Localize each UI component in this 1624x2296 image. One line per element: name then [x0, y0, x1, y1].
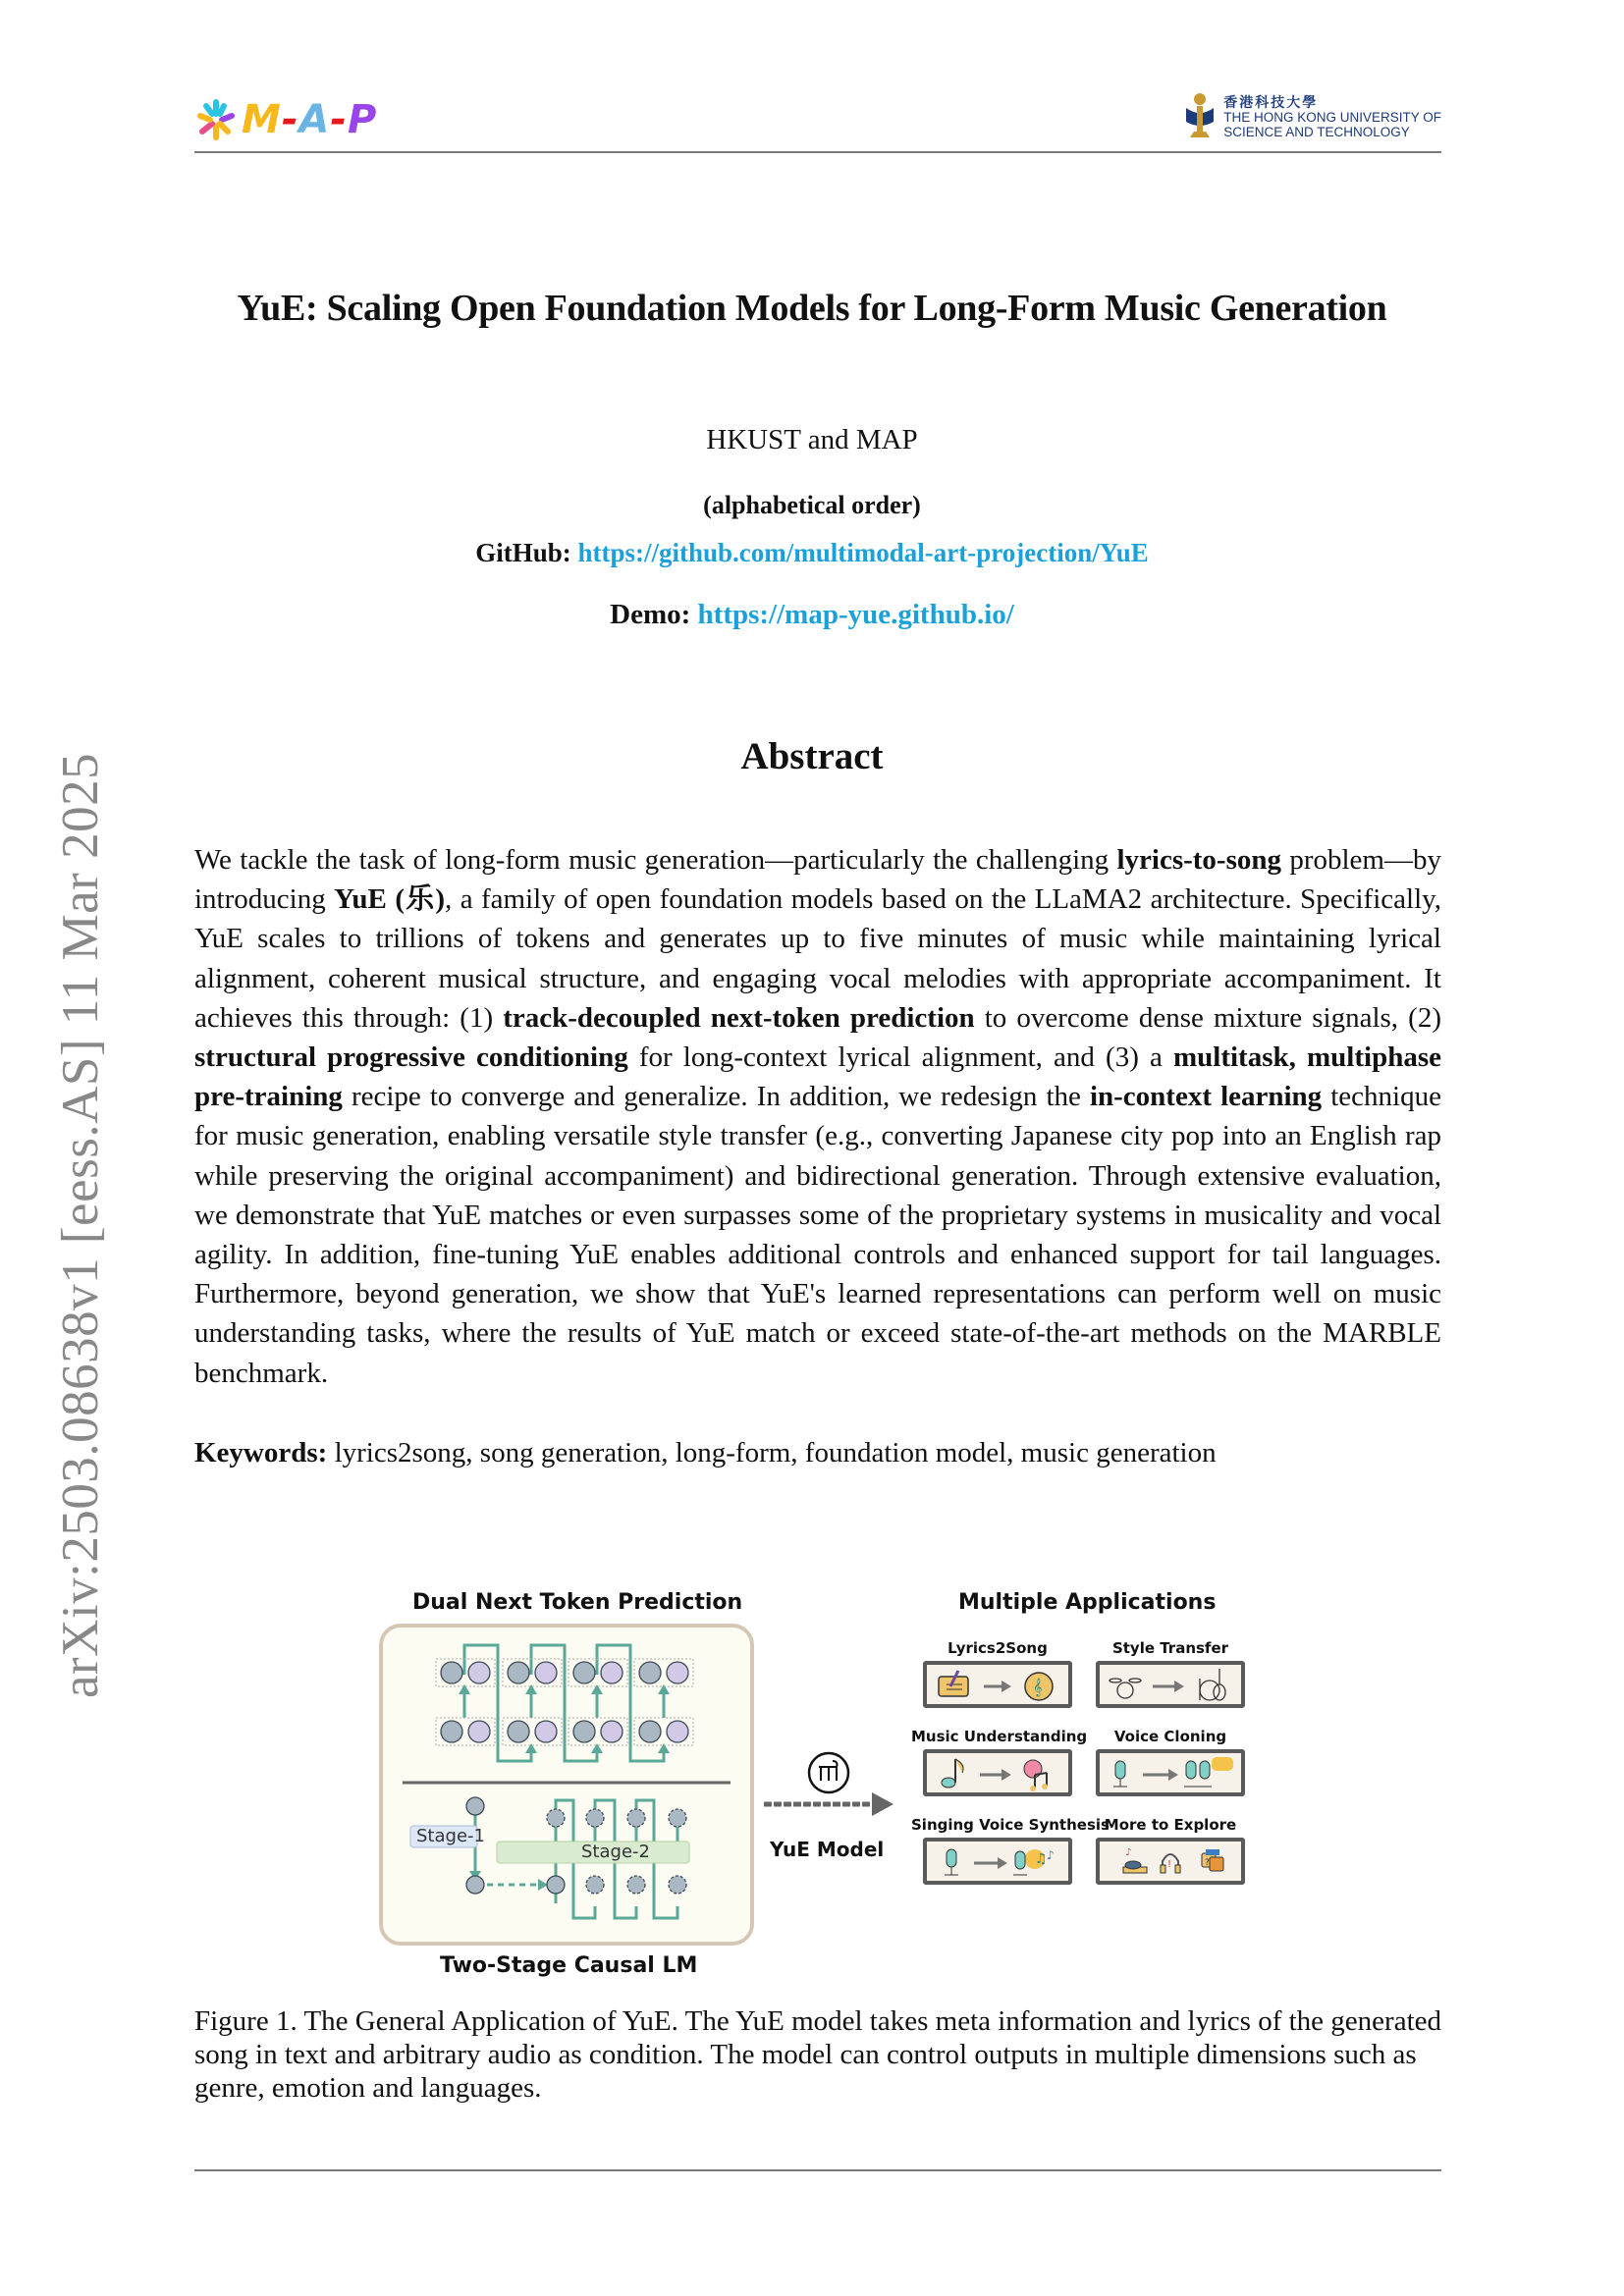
abstract-emphasis: lyrics-to-song: [1116, 844, 1281, 876]
paper-title: YuE: Scaling Open Foundation Models for Long-Form Music Generation: [237, 288, 1387, 329]
arrow-right-icon: [974, 1857, 1007, 1869]
stage-2-label: Stage-2: [581, 1842, 650, 1862]
page-header: [194, 92, 1441, 153]
hkust-name-line2: SCIENCE AND TECHNOLOGY: [1223, 124, 1410, 139]
music-note-icon: [942, 1759, 963, 1788]
hkust-logo: [1182, 92, 1441, 141]
two-stage-title: Two-Stage Causal LM: [440, 1953, 698, 1978]
turntable-icon: [1123, 1847, 1147, 1873]
stage-1-label: Stage-1: [416, 1826, 485, 1846]
hkust-name-line1: THE HONG KONG UNIVERSITY OF: [1223, 109, 1441, 125]
demo-label: Demo:: [610, 599, 691, 630]
github-line: [0, 538, 1624, 568]
abstract-text: problem—by introducing: [194, 844, 1441, 916]
app-style-transfer: [1096, 1661, 1245, 1708]
keywords-label: Keywords:: [194, 1437, 328, 1468]
arxiv-stamp: arXiv:2503.08638v1 [eess.AS] 11 Mar 2025: [52, 752, 109, 1698]
app-label-style-transfer: Style Transfer: [1111, 1639, 1229, 1657]
app-label-music-understanding: Music Understanding: [911, 1728, 1088, 1745]
svg-text:♫: ♫: [1035, 1851, 1048, 1867]
hkust-name-chinese: 香港科技大學: [1223, 93, 1319, 110]
svg-text:𝄞: 𝄞: [1033, 1678, 1043, 1696]
yue-model-label: YuE Model: [770, 1838, 885, 1861]
app-music-understanding: [923, 1749, 1072, 1796]
arrow-right-icon: [984, 1681, 1011, 1692]
microphone-notes-icon: [1013, 1848, 1055, 1875]
author-order-note: (alphabetical order): [703, 491, 921, 519]
figure-caption: Figure 1. The General Application of YuE. The YuE model takes meta information and lyrics of the generated song in text and arbitrary audio as condition. The model can control outputs in multiple dimensions such as genre, emotion and languages.: [194, 2005, 1441, 2104]
abstract-emphasis: in-context learning: [1089, 1081, 1323, 1113]
arrow-right-icon: [980, 1769, 1011, 1781]
app-more-to-explore: [1096, 1838, 1245, 1885]
abstract-text: to overcome dense mixture signals, (2): [974, 1001, 1441, 1034]
abstract-emphasis: track-decoupled next-token prediction: [503, 1001, 975, 1034]
keywords-list: lyrics2song, song generation, long-form, foundation model, music generation: [334, 1437, 1217, 1468]
hkust-wordmark: [1223, 95, 1441, 139]
keywords-line: [194, 1433, 1441, 1472]
github-link[interactable]: https://github.com/multimodal-art-projection/YuE: [577, 538, 1149, 567]
map-star-logo-icon: [194, 98, 238, 141]
headphones-icon: [1161, 1854, 1180, 1873]
microphone-icon: [945, 1849, 958, 1875]
app-voice-cloning: [1096, 1749, 1245, 1796]
app-label-more-to-explore: More to Explore: [1104, 1816, 1237, 1834]
multiple-applications-title: Multiple Applications: [958, 1590, 1217, 1615]
demo-link[interactable]: https://map-yue.github.io/: [697, 599, 1014, 630]
github-label: GitHub:: [475, 538, 571, 567]
yue-model-arrow-icon: [760, 1747, 897, 1826]
lyrics-tag-pen-icon: [939, 1671, 968, 1696]
app-label-voice-cloning: Voice Cloning: [1113, 1728, 1227, 1745]
guitar-drum-icon: [1200, 1669, 1225, 1700]
brain-notes-icon: [1024, 1760, 1048, 1791]
app-singing-voice-synthesis: [923, 1838, 1072, 1885]
hkust-emblem-icon: [1182, 92, 1218, 141]
svg-text:♪: ♪: [1125, 1847, 1132, 1858]
abstract-emphasis: YuE (乐): [334, 883, 446, 916]
app-label-lyrics2song: Lyrics2Song: [947, 1639, 1048, 1657]
arrow-right-icon: [1143, 1769, 1178, 1781]
abstract-emphasis: structural progressive conditioning: [194, 1041, 628, 1074]
app-label-singing-voice-synthesis: Singing Voice Synthesis: [911, 1816, 1110, 1834]
abstract-body: [194, 840, 1441, 1393]
microphone-icon: [1113, 1761, 1127, 1787]
abstract-text: technique for music generation, enabling versatile style transfer (e.g., converting Japanese city pop into an English rap while preserving the original accompaniment) and bidirectional generation. Through extensive evaluation, we demonstrate that YuE matches or even surpasses some of the proprietary systems in musicality and vocal agility. In addition, fine-tuning YuE enables additional controls and enhanced support for tail languages. Furthermore, beyond generation, we show that YuE's learned representations can perform well on music understanding tasks, where the results of YuE match or exceed state-of-the-art methods on the MARBLE benchmark.: [194, 1081, 1441, 1389]
arrow-right-icon: [1153, 1681, 1184, 1692]
figure-1: [373, 1590, 1276, 1983]
abstract-text: We tackle the task of long-form music generation—particularly the challenging: [194, 844, 1117, 876]
footer-rule: [194, 2169, 1441, 2171]
abstract-text: recipe to converge and generalize. In addition, we redesign the: [342, 1081, 1090, 1113]
demo-line: [0, 599, 1624, 631]
paper-authors: HKUST and MAP: [706, 424, 918, 455]
dual-next-token-title: Dual Next Token Prediction: [412, 1590, 743, 1615]
map-logo: [194, 98, 377, 141]
dual-token-diagram: [379, 1624, 756, 1949]
svg-text:♪: ♪: [1047, 1848, 1055, 1862]
svg-text:!: !: [1167, 1859, 1172, 1870]
question-bubbles-icon: [1202, 1849, 1223, 1871]
svg-text:?: ?: [1205, 1858, 1210, 1868]
abstract-text: , a family of open foundation models based on the LLaMA2 architecture. Specifically, YuE scales to trillions of tokens and generates up to five minutes of music while maintaining lyrical alignment, coherent musical structure, and engaging vocal melodies with appropriate accompaniment. It achieves this through: (1): [194, 883, 1441, 1034]
abstract-text: for long-context lyrical alignment, and (3) a: [627, 1041, 1173, 1074]
header-rule: [194, 151, 1441, 153]
drum-kit-icon: [1110, 1679, 1141, 1698]
app-lyrics2song: [923, 1661, 1072, 1708]
two-microphones-waveform-icon: [1184, 1757, 1233, 1787]
abstract-emphasis: multitask, multiphase pre-training: [194, 1041, 1441, 1113]
abstract-heading: Abstract: [740, 735, 884, 777]
map-wordmark: M-A-P: [242, 97, 378, 142]
music-disc-icon: [1025, 1673, 1053, 1700]
